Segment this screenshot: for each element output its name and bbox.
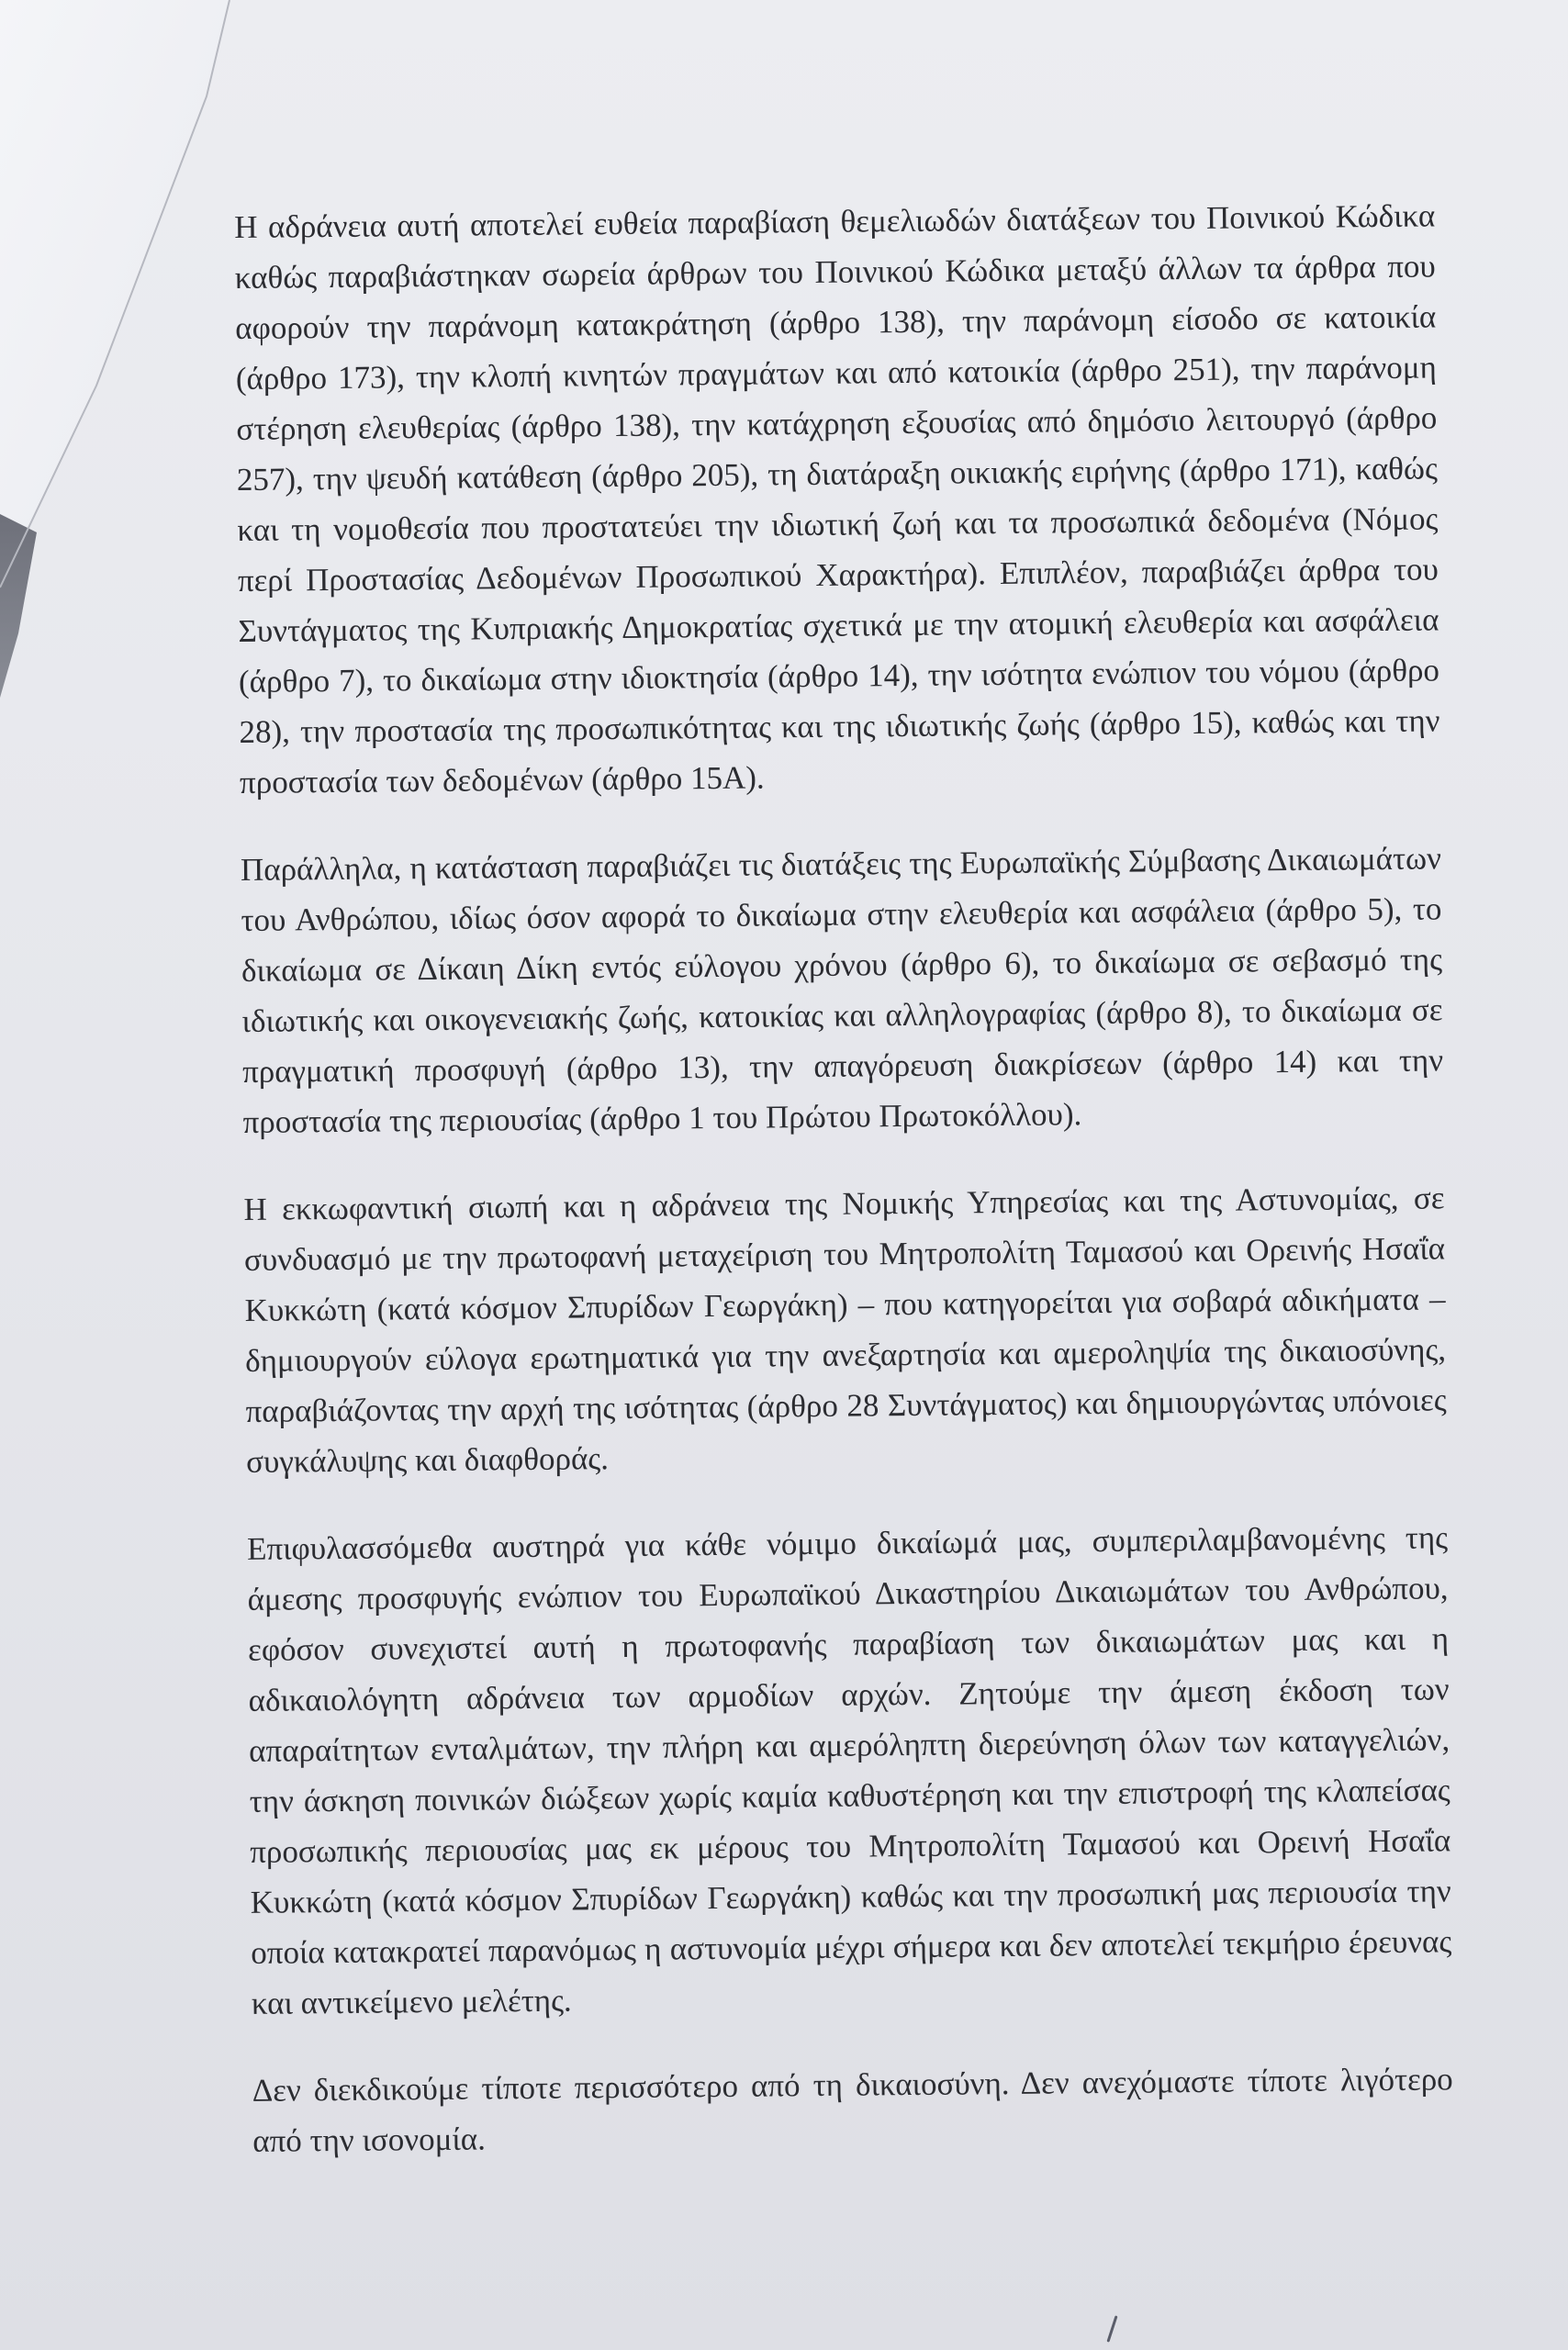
paragraph-3: Η εκκωφαντική σιωπή και η αδράνεια της Νομικής Υπηρεσίας και της Αστυνομίας, σε συνδυασμό με την πρωτοφανή μεταχείριση του Μητροπολίτη Ταμασού και Ορεινής Ησαΐα Κυκκώτη (κατά κόσμον Σπυρίδων Γεωργάκη) – που κατηγορείται για σοβαρά αδικήματα – δημιουργούν εύλογα ερωτηματικά για την ανεξαρτησία και αμεροληψία της δικαιοσύνης, παραβιάζοντας την αρχή της ισότητας (άρθρο 28 Συντάγματος) και δημιουργώντας υπόνοιες συγκάλυψης και διαφθοράς. [243, 1180, 1447, 1480]
paragraph-1: Η αδράνεια αυτή αποτελεί ευθεία παραβίαση θεμελιωδών διατάξεων του Ποινικού Κώδικα καθώς παραβιάστηκαν σωρεία άρθρων του Ποινικού Κώδικα μεταξύ άλλων τα άρθρα που αφορούν την παράνομη κατακράτηση (άρθρο 138), την παράνομη είσοδο σε κατοικία (άρθρο 173), την κλοπή κινητών πραγμάτων και από κατοικία (άρθρο 251), την παράνομη στέρηση ελευθερίας (άρθρο 138), την κατάχρηση εξουσίας από δημόσιο λειτουργό (άρθρο 257), την ψευδή κατάθεση (άρθρο 205), τη διατάραξη οικιακής ειρήνης (άρθρο 171), καθώς και τη νομοθεσία που προστατεύει την ιδιωτική ζωή και τα προσωπικά δεδομένα (Νόμος περί Προστασίας Δεδομένων Προσωπικού Χαρακτήρα). Επιπλέον, παραβιάζει άρθρα του Συντάγματος της Κυπριακής Δημοκρατίας σχετικά με την ατομική ελευθερία και ασφάλεια (άρθρο 7), το δικαίωμα στην ιδιοκτησία (άρθρο 14), την ισότητα ενώπιον του νόμου (άρθρο 28), την προστασία της προσωπικότητας και της ιδιωτικής ζωής (άρθρο 15), καθώς και την προστασία των δεδομένων (άρθρο 15Α). [234, 197, 1440, 800]
paragraph-4: Επιφυλασσόμεθα αυστηρά για κάθε νόμιμο δικαίωμά μας, συμπεριλαμβανομένης της άμεσης προσφυγής ενώπιον του Ευρωπαϊκού Δικαστηρίου Δικαιωμάτων του Ανθρώπου, εφόσον συνεχιστεί αυτή η πρωτοφανής παραβίαση των δικαιωμάτων μας και η αδικαιολόγητη αδράνεια των αρμοδίων αρχών. Ζητούμε την άμεση έκδοση των απαραίτητων ενταλμάτων, την πλήρη και αμερόληπτη διερεύνηση όλων των καταγγελιών, την άσκηση ποινικών διώξεων χωρίς καμία καθυστέρηση και την επιστροφή της κλαπείσας προσωπικής περιουσίας μας εκ μέρους του Μητροπολίτη Ταμασού και Ορεινή Ησαΐα Κυκκώτη (κατά κόσμον Σπυρίδων Γεωργάκη) καθώς και την προσωπική μας περιουσία την οποία κατακρατεί παρανόμως η αστυνομία μέχρι σήμερα και δεν αποτελεί τεκμήριο έρευνας και αντικείμενο μελέτης. [246, 1519, 1452, 2021]
paragraph-2: Παράλληλα, η κατάσταση παραβιάζει τις διατάξεις της Ευρωπαϊκής Σύμβασης Δικαιωμάτων του Ανθρώπου, ιδίως όσον αφορά το δικαίωμα στην ελευθερία και ασφάλεια (άρθρο 5), το δικαίωμα σε Δίκαιη Δίκη εντός εύλογου χρόνου (άρθρο 6), το δικαίωμα σε σεβασμό της ιδιωτικής και οικογενειακής ζωής, κατοικίας και αλληλογραφίας (άρθρο 8), το δικαίωμα σε πραγματική προσφυγή (άρθρο 13), την απαγόρευση διακρίσεων (άρθρο 14) και την προστασία της περιουσίας (άρθρο 1 του Πρώτου Πρωτοκόλλου). [240, 840, 1444, 1140]
paragraph-5: Δεν διεκδικούμε τίποτε περισσότερο από τη δικαιοσύνη. Δεν ανεχόμαστε τίποτε λιγότερο από την ισονομία. [252, 2061, 1453, 2159]
document-body [234, 190, 1454, 2202]
